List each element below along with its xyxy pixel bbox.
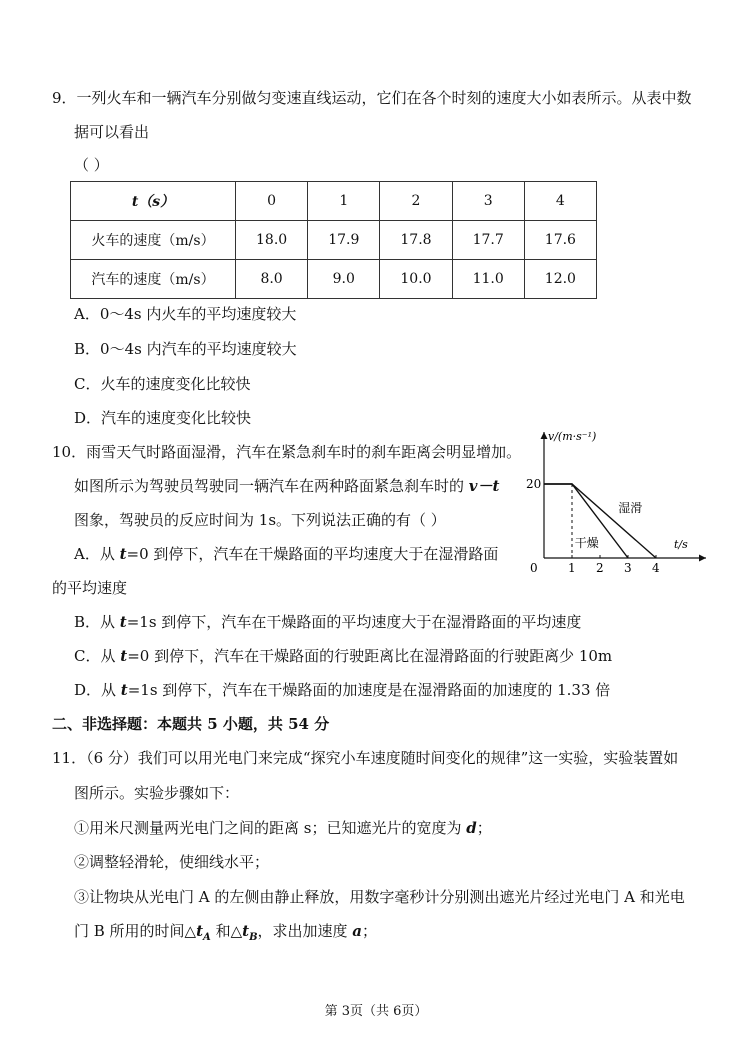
step-text: ； [476, 819, 492, 837]
q10-option-b [74, 612, 581, 632]
q10-stem-line3: 图象，驾驶员的反应时间为 1s。下列说法正确的有（ ） [74, 511, 446, 529]
q10-vt-symbol: v－t [468, 477, 500, 495]
table-header-cell: 0 [236, 182, 308, 221]
table-cell: 17.8 [380, 221, 452, 260]
option-text: =0 到停下，汽车在干燥路面的行驶距离比在湿滑路面的行驶距离少 10m [127, 647, 613, 665]
origin-label: 0 [530, 561, 538, 575]
subscript: B [249, 932, 258, 943]
q9-option-d: D．汽车的速度变化比较快 [74, 409, 252, 427]
y-axis-label: v/(m·s⁻¹) [548, 430, 597, 443]
time-symbol: t [119, 613, 127, 631]
table-row [71, 260, 597, 299]
table-cell: 12.0 [524, 260, 596, 299]
time-symbol: t [196, 922, 204, 940]
option-text: =1s 到停下，汽车在干燥路面的平均速度大于在湿滑路面的平均速度 [126, 613, 582, 631]
series-label: 湿滑 [618, 500, 643, 515]
option-label: C．从 [74, 647, 121, 665]
table-cell: 17.7 [452, 221, 524, 260]
table-header-cell: 4 [524, 182, 596, 221]
page-footer: 第 3页（共 6页） [324, 1004, 428, 1019]
time-symbol: t [119, 545, 127, 563]
q10-option-a-cont: 的平均速度 [52, 579, 128, 597]
table-header-cell: 3 [452, 182, 524, 221]
q10-stem-line1: 10．雨雪天气时路面湿滑，汽车在紧急刹车时的刹车距离会明显增加。 [52, 443, 522, 461]
q11-step-3: ③让物块从光电门 A 的左侧由静止释放，用数字毫秒计分别测出遮光片经过光电门 A 和光电 [74, 888, 685, 906]
table-cell: 18.0 [236, 221, 308, 260]
x-axis-label: t/s [674, 538, 688, 551]
q9-option-c: C．火车的速度变化比较快 [74, 375, 251, 393]
option-text: =0 到停下，汽车在干燥路面的平均速度大于在湿滑路面 [126, 545, 499, 563]
q10-stem-line2 [74, 476, 499, 496]
table-cell: 17.6 [524, 221, 596, 260]
time-symbol: t [120, 681, 128, 699]
q9-speed-table [70, 181, 597, 299]
table-cell: 8.0 [236, 260, 308, 299]
time-symbol: t [120, 647, 128, 665]
q10-stem-text: 如图所示为驾驶员驾驶同一辆汽车在两种路面紧急刹车时的 [74, 477, 465, 495]
q11-step-1 [74, 818, 492, 838]
q10-option-a [74, 544, 498, 564]
table-cell: 汽车的速度（m/s） [71, 260, 236, 299]
step-text: 门 B 所用的时间△ [74, 922, 197, 940]
q9-answer-paren: （ ） [74, 156, 109, 174]
q9-stem-line2: 据可以看出 [74, 123, 150, 141]
q10-option-d [74, 680, 610, 700]
table-header-cell: t（s） [71, 182, 236, 221]
q11-stem-line1: 11．（6 分）我们可以用光电门来完成“探究小车速度随时间变化的规律”这一实验，实验装置如 [52, 749, 679, 767]
series-label: 干燥 [574, 535, 599, 550]
vt-chart [524, 424, 724, 584]
q10-option-c [74, 646, 612, 666]
option-text: =1s 到停下，汽车在干燥路面的加速度是在湿滑路面的加速度的 1.33 倍 [127, 681, 611, 699]
table-row [71, 221, 597, 260]
table-cell: 火车的速度（m/s） [71, 221, 236, 260]
table-cell: 9.0 [308, 260, 380, 299]
table-cell: 17.9 [308, 221, 380, 260]
option-label: B．从 [74, 613, 120, 631]
time-symbol: t [242, 922, 250, 940]
step-text: 和△ [210, 922, 243, 940]
q11-stem-line2: 图所示。实验步骤如下： [74, 784, 240, 802]
q9-option-b: B．0～4s 内汽车的平均速度较大 [74, 340, 297, 358]
table-cell: 10.0 [380, 260, 452, 299]
table-cell: 11.0 [452, 260, 524, 299]
y-tick-label: 20 [526, 477, 542, 491]
option-label: D．从 [74, 681, 121, 699]
table-header-row [71, 182, 597, 221]
table-header-cell: 1 [308, 182, 380, 221]
option-label: A．从 [74, 545, 120, 563]
section-2-heading: 二、非选择题：本题共 5 小题，共 54 分 [52, 715, 330, 733]
x-tick-label: 2 [596, 561, 604, 575]
x-tick-label: 1 [568, 561, 576, 575]
x-tick-label: 3 [624, 561, 632, 575]
table-header-cell: 2 [380, 182, 452, 221]
step-text: ，求出加速度 [257, 922, 353, 940]
q9-option-a: A．0～4s 内火车的平均速度较大 [74, 305, 297, 323]
x-tick-label: 4 [652, 561, 660, 575]
subscript: A [203, 932, 211, 943]
q9-stem-line1: 9．一列火车和一辆汽车分别做匀变速直线运动，它们在各个时刻的速度大小如表所示。从表中数 [52, 89, 692, 107]
accel-symbol: a [352, 922, 363, 940]
step-text: ①用米尺测量两光电门之间的距离 s；已知遮光片的宽度为 [74, 819, 467, 837]
q11-step-3-cont [74, 921, 377, 948]
step-text: ； [362, 922, 378, 940]
q11-step-2: ②调整轻滑轮，使细线水平； [74, 853, 270, 871]
width-symbol: d [466, 819, 477, 837]
